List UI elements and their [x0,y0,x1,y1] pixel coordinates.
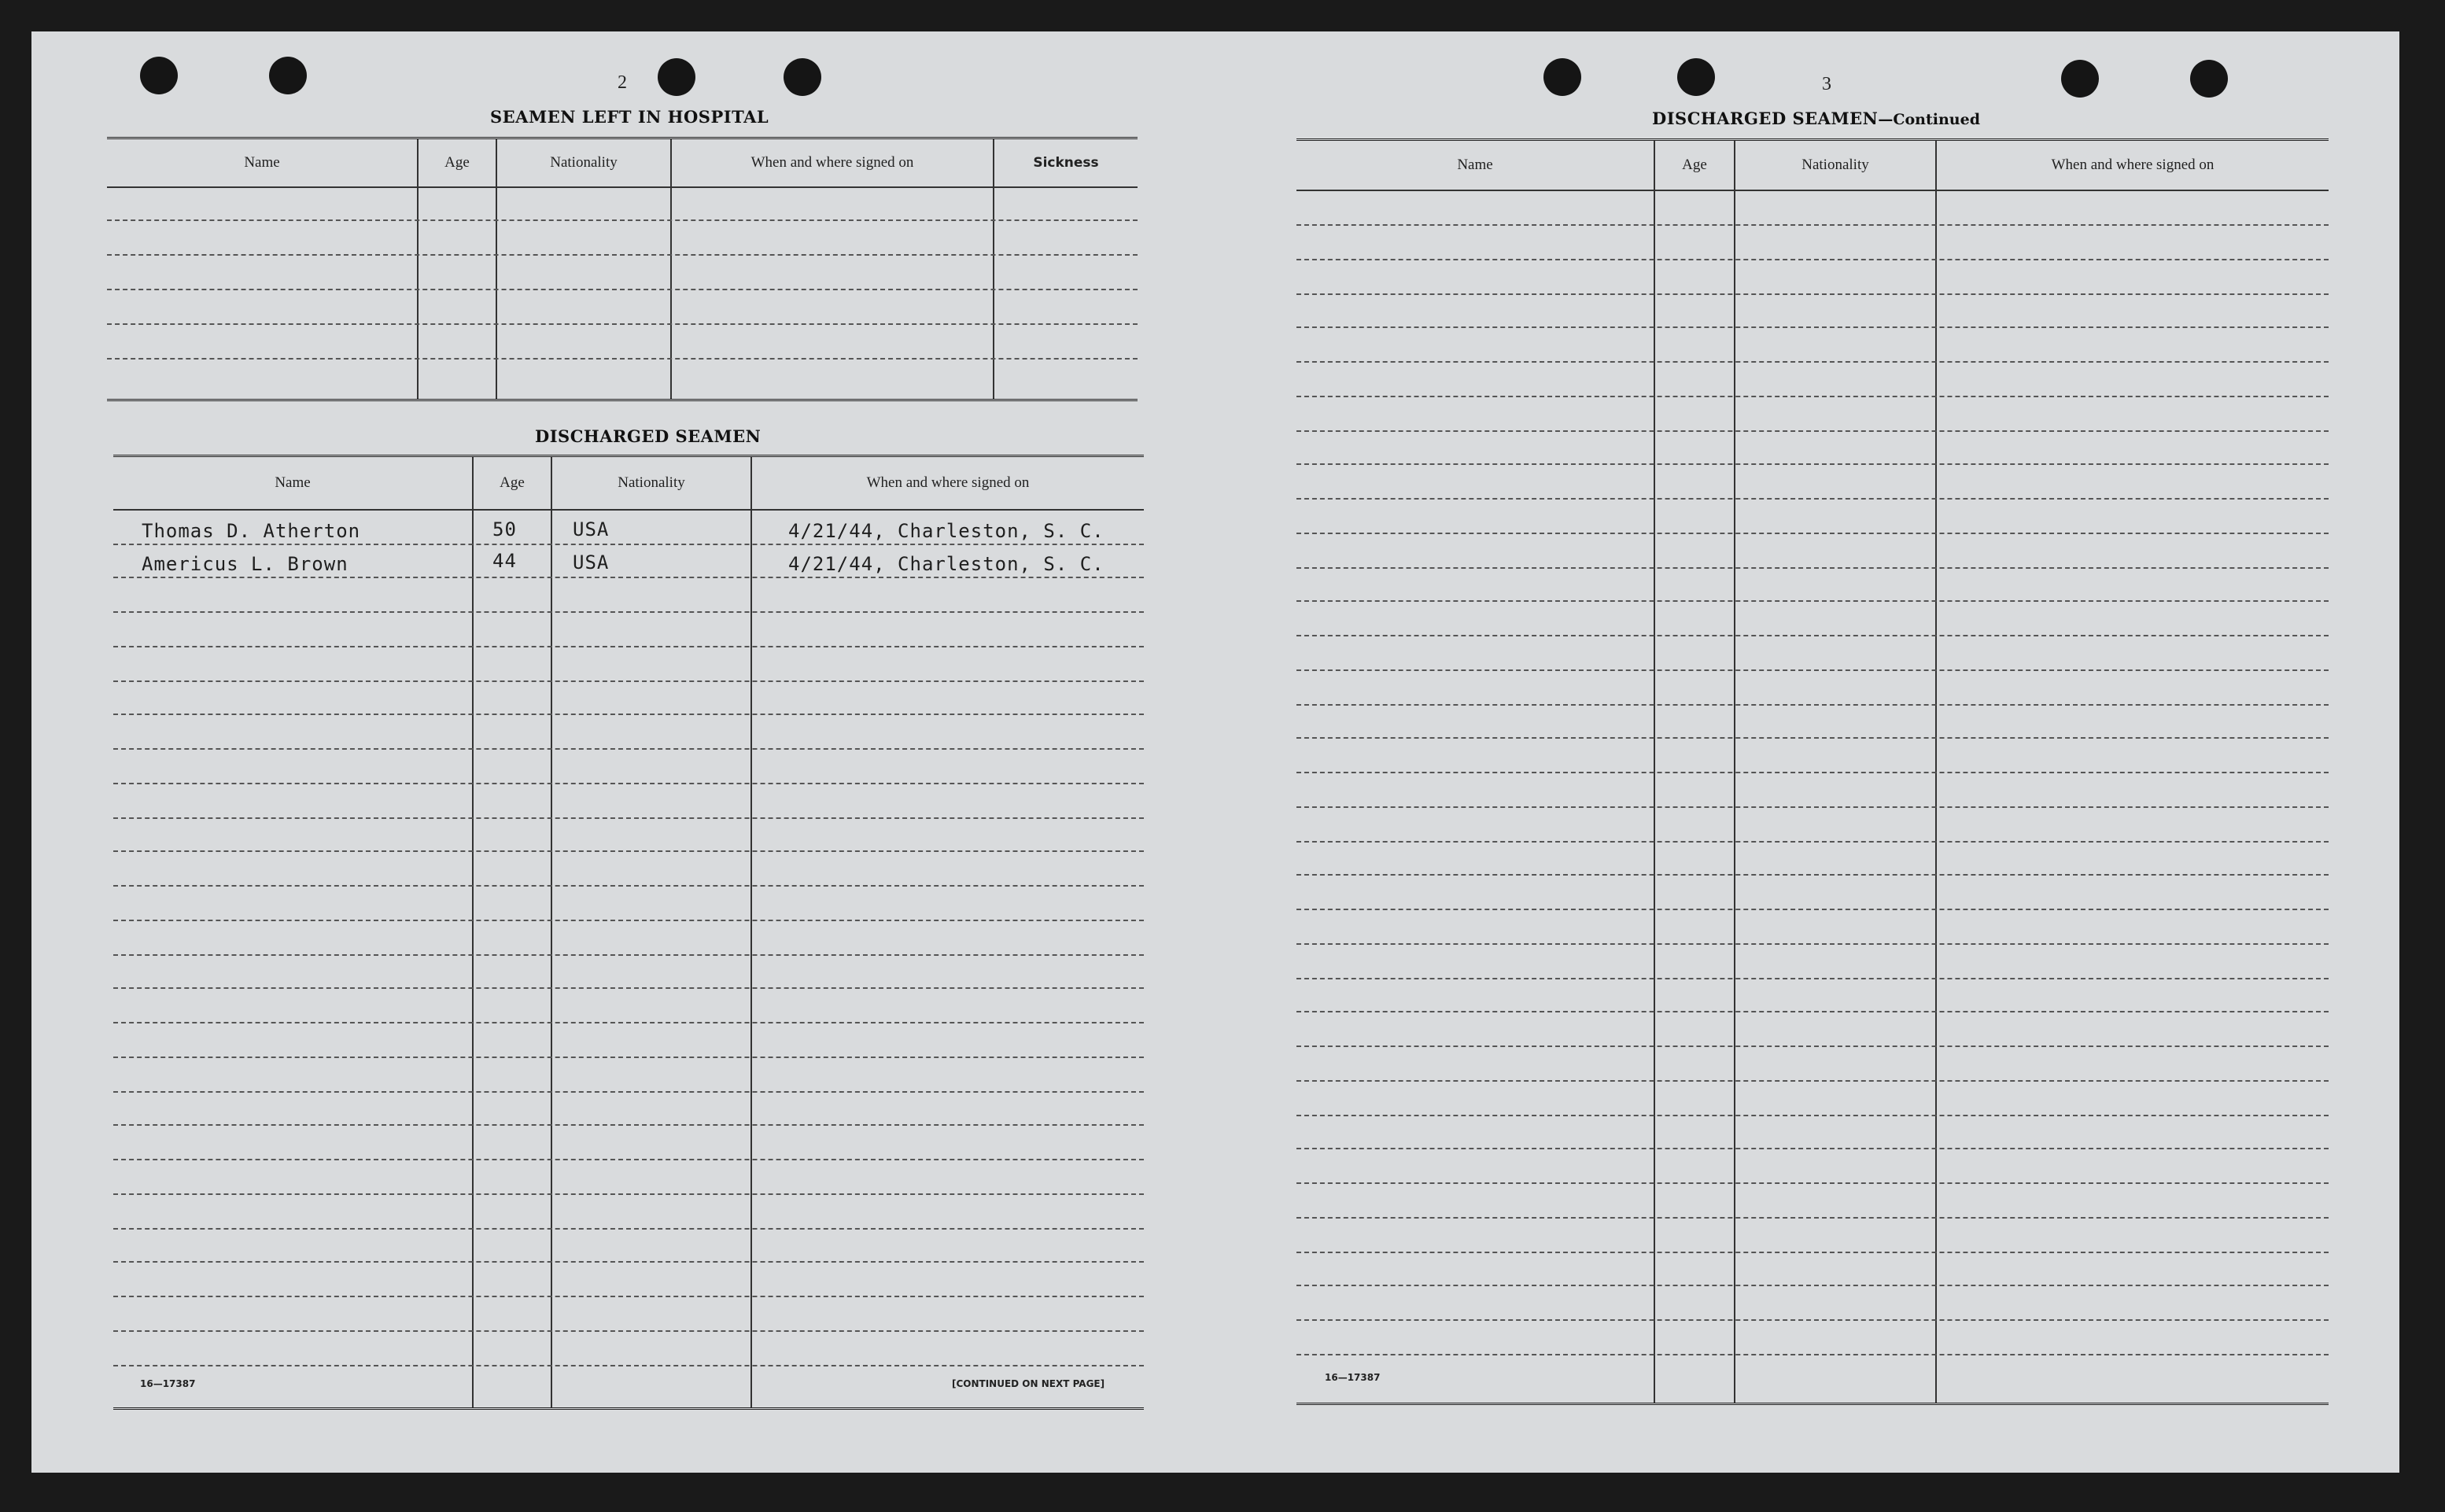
column-header-nationality: Nationality [550,154,618,171]
row-rule [1296,841,2329,843]
column-divider [551,457,552,1407]
row-rule [113,850,1144,852]
discharged-continued-title-suffix: —Continued [1878,111,1980,128]
discharged-continued-table [1296,138,2329,1405]
row-rule [1296,361,2329,363]
document-paper [31,31,2399,1473]
seaman-nationality: USA [573,518,610,540]
row-rule [1296,600,2329,602]
row-rule [1296,463,2329,465]
row-rule [113,1022,1144,1023]
punch-hole [784,58,821,96]
column-header-sickness: Sickness [1033,155,1099,171]
seaman-nationality: USA [573,551,610,573]
seaman-age: 44 [492,550,517,572]
row-rule [1296,567,2329,569]
row-rule [1296,1045,2329,1047]
row-rule [113,748,1144,750]
row-rule [113,1193,1144,1195]
row-rule [113,714,1144,715]
seaman-signed-on: 4/21/44, Charleston, S. C. [788,520,1104,542]
column-header-signed-on: When and where signed on [866,474,1030,491]
punch-hole [2190,60,2228,98]
discharged-table [113,455,1144,1410]
row-rule [113,1365,1144,1366]
column-divider [670,139,672,399]
column-divider [496,139,497,399]
row-rule [113,885,1144,887]
column-divider [472,457,474,1407]
row-rule [113,1124,1144,1126]
column-header-signed-on: When and where signed on [750,154,914,171]
discharged-section-title: DISCHARGED SEAMEN [535,426,762,446]
discharged-continued-title [1652,109,1980,128]
row-rule [1296,1148,2329,1149]
column-divider [750,457,752,1407]
punch-hole [658,58,695,96]
row-rule [1296,224,2329,226]
row-rule [1296,326,2329,328]
row-rule [1296,635,2329,636]
row-rule [107,219,1138,221]
row-rule [1296,1252,2329,1253]
row-rule [1296,498,2329,500]
column-header-nationality: Nationality [1801,157,1869,173]
row-rule [1296,430,2329,432]
row-rule [113,577,1144,578]
row-rule [1296,1080,2329,1082]
row-rule [1296,1011,2329,1012]
row-rule [1296,1182,2329,1184]
column-header-age: Age [1682,157,1707,173]
row-rule [1296,737,2329,739]
column-header-name: Name [1457,157,1493,173]
column-divider [417,139,419,399]
row-rule [1296,772,2329,773]
row-rule [107,289,1138,290]
row-rule [1296,1354,2329,1355]
column-header-name: Name [244,154,280,171]
row-rule [113,544,1144,545]
punch-hole [2061,60,2099,98]
row-rule [113,783,1144,784]
row-rule [1296,874,2329,876]
row-rule [1296,396,2329,397]
seaman-age: 50 [492,518,517,540]
punch-hole [269,57,307,94]
column-divider [993,139,994,399]
row-rule [113,1296,1144,1297]
row-rule [113,1261,1144,1263]
column-header-name: Name [275,474,311,491]
row-rule [1296,1285,2329,1286]
row-rule [113,1330,1144,1332]
row-rule [1296,943,2329,945]
punch-hole [1677,58,1715,96]
row-rule [1296,293,2329,295]
seaman-name: Americus L. Brown [142,553,348,575]
row-rule [113,1057,1144,1058]
row-rule [113,1228,1144,1230]
row-rule [1296,1217,2329,1219]
row-rule [1296,259,2329,260]
row-rule [113,680,1144,682]
form-number-left: 16—17387 [140,1378,196,1389]
page-number-right: 3 [1822,74,1831,94]
row-rule [1296,1319,2329,1321]
column-header-nationality: Nationality [618,474,685,491]
punch-hole [140,57,178,94]
row-rule [113,611,1144,613]
column-header-age: Age [500,474,525,491]
punch-hole [1543,58,1581,96]
row-rule [107,323,1138,325]
hospital-table [107,137,1138,401]
page-number-left: 2 [618,72,627,93]
row-rule [113,646,1144,647]
row-rule [1296,806,2329,808]
row-rule [113,920,1144,921]
row-rule [1296,1115,2329,1116]
continued-note: [CONTINUED ON NEXT PAGE] [952,1378,1105,1389]
seaman-signed-on: 4/21/44, Charleston, S. C. [788,553,1104,575]
row-rule [1296,978,2329,979]
row-rule [1296,909,2329,910]
row-rule [113,954,1144,956]
form-number-right: 16—17387 [1325,1372,1381,1383]
row-rule [1296,669,2329,671]
row-rule [113,987,1144,989]
row-rule [113,817,1144,819]
discharged-continued-title-main: DISCHARGED SEAMEN [1652,109,1879,128]
column-header-age: Age [444,154,470,171]
row-rule [107,358,1138,360]
row-rule [1296,704,2329,706]
row-rule [107,254,1138,256]
row-rule [113,1091,1144,1093]
column-header-signed-on: When and where signed on [2051,157,2215,173]
row-rule [1296,533,2329,534]
seaman-name: Thomas D. Atherton [142,520,361,542]
row-rule [113,1159,1144,1160]
hospital-section-title: SEAMEN LEFT IN HOSPITAL [490,107,769,127]
